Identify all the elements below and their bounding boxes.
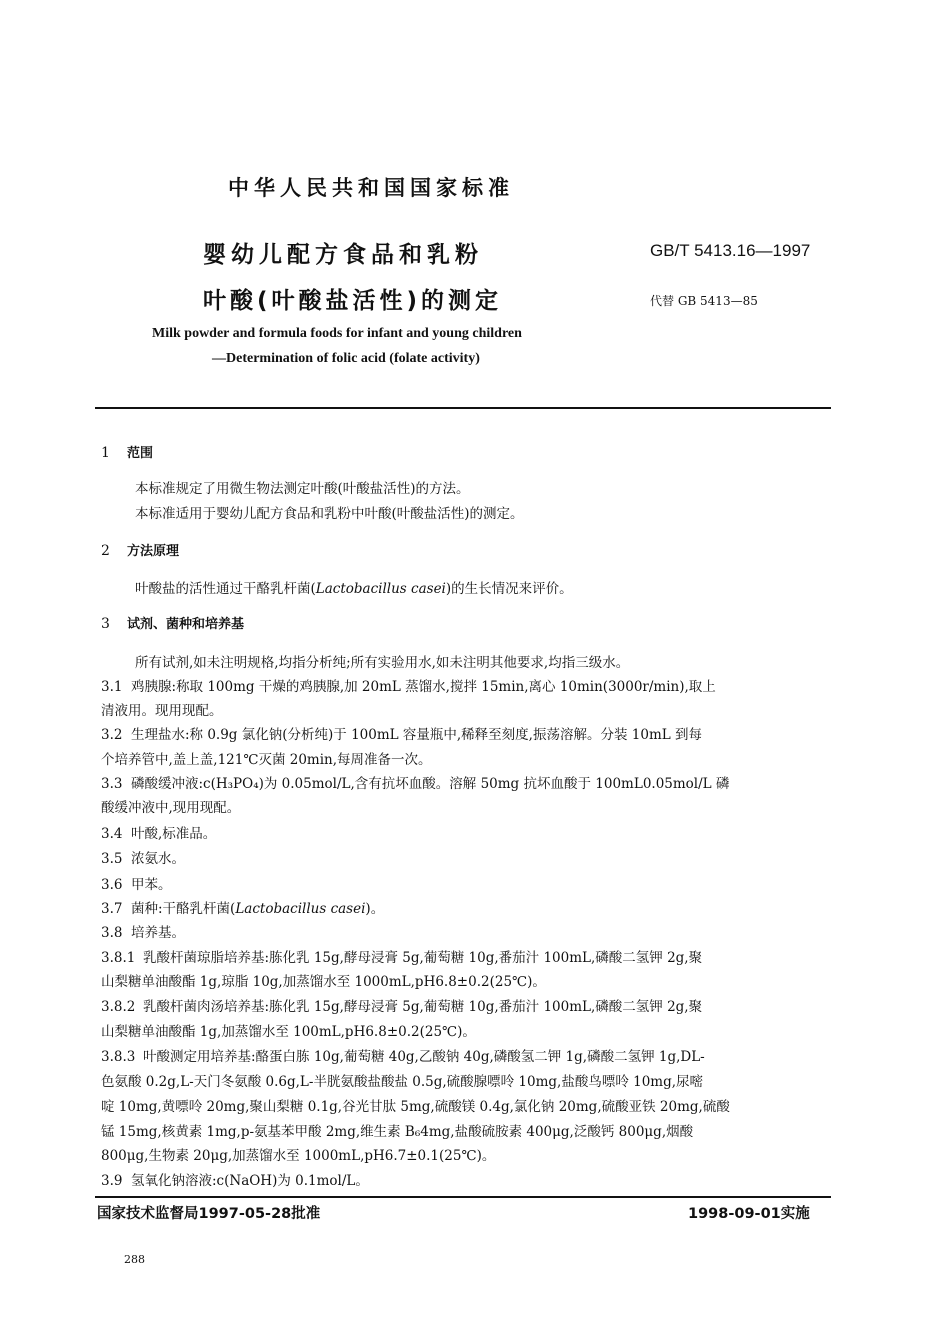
header-divider [95,407,831,409]
section-1-heading [101,442,153,461]
latin-name: Lactobacillus casei [315,581,446,597]
clause-number: 3.9 [101,1173,123,1189]
text: 浓氨水。 [131,851,185,867]
paragraph: 本标准适用于婴幼儿配方食品和乳粉中叶酸(叶酸盐活性)的测定。 [135,506,524,522]
clause-text: 色氨酸 0.2g,L-天门冬氨酸 0.6g,L-半胱氨酸盐酸盐 0.5g,硫酸腺嘌呤 10mg,盐酸鸟嘌呤 10mg,尿嘧 [101,1074,704,1090]
implementation-date: 1998-09-01实施 [688,1206,810,1222]
clause-3-5 [101,847,185,867]
english-title-line-1: Milk powder and formula foods for infant and young children [152,326,522,341]
clause-text: 酸缓冲液中,现用现配。 [101,800,241,816]
clause-3-6 [101,873,172,893]
clause-3-8-3 [101,1045,705,1065]
clause-3-9 [101,1169,369,1189]
clause-3-2 [101,723,702,743]
clause-text: 清液用。现用现配。 [101,703,223,719]
english-title-line-2: —Determination of folic acid (folate activity) [212,351,480,366]
document-title-line-1: 婴幼儿配方食品和乳粉 [203,242,483,268]
footer-divider [95,1196,831,1198]
text: 叶酸测定用培养基:酪蛋白胨 10g,葡萄糖 40g,乙酸钠 40g,磷酸氢二钾 1g,磷酸二氢钾 1g,DL- [143,1049,705,1065]
text: )的生长情况来评价。 [445,581,573,597]
section-2-heading [101,540,179,559]
clause-number: 3.6 [101,877,123,893]
standard-number: GB/T 5413.16—1997 [650,241,811,260]
paragraph: 所有试剂,如未注明规格,均指分析纯;所有实验用水,如未注明其他要求,均指三级水。 [135,655,630,671]
text: 培养基。 [131,925,185,941]
text: 叶酸盐的活性通过干酪乳杆菌( [135,581,316,597]
clause-number: 3.4 [101,826,123,842]
clause-3-8-2 [101,995,702,1015]
clause-3-1 [101,675,716,695]
text: 菌种:干酪乳杆菌( [131,901,236,917]
text: )。 [365,901,385,917]
approval-date: 国家技术监督局1997-05-28批准 [97,1206,321,1222]
clause-number: 3.5 [101,851,123,867]
document-title-line-2: 叶酸(叶酸盐活性)的测定 [203,288,503,314]
clause-text: 800μg,生物素 20μg,加蒸馏水至 1000mL,pH6.7±0.1(25℃)。 [101,1148,496,1164]
clause-text: 个培养管中,盖上盖,121℃灭菌 20min,每周准备一次。 [101,752,432,768]
text: 生理盐水:称 0.9g 氯化钠(分析纯)于 100mL 容量瓶中,稀释至刻度,振荡溶解。分装 10mL 到每 [131,727,703,743]
section-title: 方法原理 [127,544,180,559]
clause-3-7 [101,897,384,917]
clause-number: 3.2 [101,727,123,743]
clause-text: 山梨糖单油酸酯 1g,琼脂 10g,加蒸馏水至 1000mL,pH6.8±0.2(25℃)。 [101,974,546,990]
clause-number: 3.8.1 [101,950,136,966]
section-3-heading [101,613,244,632]
clause-number: 3.8.2 [101,999,136,1015]
text: 乳酸杆菌琼脂培养基:胨化乳 15g,酵母浸膏 5g,葡萄糖 10g,番茄汁 100mL,磷酸二氢钾 2g,聚 [143,950,703,966]
page-number: 288 [124,1253,145,1266]
country-standard-heading: 中华人民共和国国家标准 [228,176,514,200]
text: 乳酸杆菌肉汤培养基:胨化乳 15g,酵母浸膏 5g,葡萄糖 10g,番茄汁 100mL,磷酸二氢钾 2g,聚 [143,999,703,1015]
text: 叶酸,标准品。 [131,826,217,842]
clause-3-8-1 [101,946,702,966]
replaces-standard: 代替 GB 5413—85 [650,294,758,308]
clause-number: 3.7 [101,901,123,917]
paragraph: 本标准规定了用微生物法测定叶酸(叶酸盐活性)的方法。 [135,481,470,497]
section-number: 2 [101,543,110,559]
clause-number: 3.8.3 [101,1049,136,1065]
clause-text: 啶 10mg,黄嘌呤 20mg,聚山梨糖 0.1g,谷光甘肽 5mg,硫酸镁 0.4g,氯化钠 20mg,硫酸亚铁 20mg,硫酸 [101,1099,730,1115]
clause-number: 3.8 [101,925,123,941]
section-number: 3 [101,616,110,632]
paragraph [135,577,573,597]
section-number: 1 [101,445,110,461]
clause-3-4 [101,822,216,842]
text: 氢氧化钠溶液:c(NaOH)为 0.1mol/L。 [131,1173,369,1189]
clause-text: 山梨糖单油酸酯 1g,加蒸馏水至 100mL,pH6.8±0.2(25℃)。 [101,1024,476,1040]
clause-3-3 [101,772,729,792]
section-title: 试剂、菌种和培养基 [127,617,245,632]
clause-3-8 [101,921,185,941]
section-title: 范围 [127,446,154,461]
text: 磷酸缓冲液:c(H₃PO₄)为 0.05mol/L,含有抗坏血酸。溶解 50mg 抗坏血酸于 100mL0.05mol/L 磷 [131,776,730,792]
clause-text: 锰 15mg,核黄素 1mg,p-氨基苯甲酸 2mg,维生素 B₆4mg,盐酸硫胺素 400μg,泛酸钙 800μg,烟酸 [101,1124,694,1140]
text: 甲苯。 [131,877,172,893]
clause-number: 3.1 [101,679,123,695]
clause-number: 3.3 [101,776,123,792]
text: 鸡胰腺:称取 100mg 干燥的鸡胰腺,加 20mL 蒸馏水,搅拌 15min,离心 10min(3000r/min),取上 [131,679,716,695]
latin-name: Lactobacillus casei [235,901,366,917]
